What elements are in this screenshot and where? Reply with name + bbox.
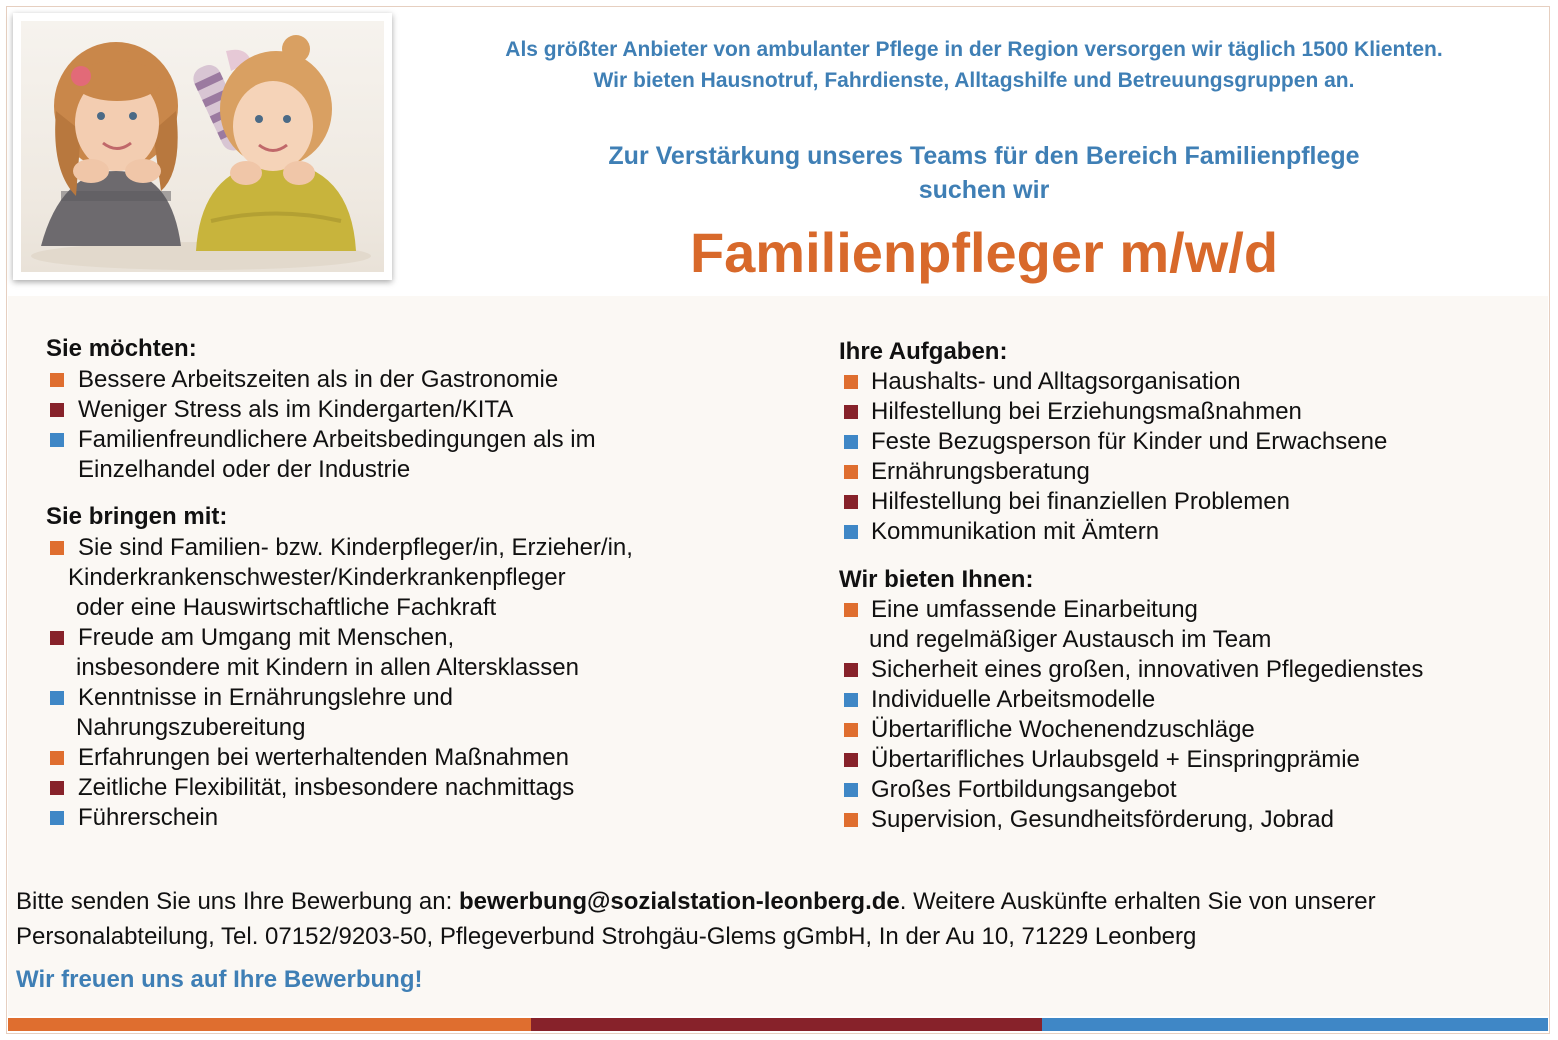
intro-line-1: Als größter Anbieter von ambulanter Pflege in der Region versorgen wir täglich 1500 Klienten. [505, 38, 1443, 61]
list-item-continuation: und regelmäßiger Austausch im Team [869, 626, 1272, 653]
list-item: Führerschein [78, 804, 219, 831]
color-bar-orange [8, 1018, 531, 1031]
list-item: Übertarifliche Wochenendzuschläge [871, 716, 1255, 743]
list-item: Individuelle Arbeitsmodelle [871, 686, 1156, 713]
list-item: Übertarifliches Urlaubsgeld + Einspringprämie [871, 746, 1360, 773]
bullet-blue-icon [50, 433, 64, 447]
bullet-blue-icon [844, 525, 858, 539]
bullet-red-icon [844, 663, 858, 677]
bullet-orange-icon [844, 723, 858, 737]
bullet-red-icon [844, 405, 858, 419]
bullet-blue-icon [50, 811, 64, 825]
headline [400, 139, 1558, 207]
bullet-orange-icon [844, 375, 858, 389]
bullet-red-icon [50, 403, 64, 417]
headline-line-1: Zur Verstärkung unseres Teams für den Bereich Familienpflege [608, 142, 1360, 170]
children-photo [13, 13, 392, 280]
list-item: Haushalts- und Alltagsorganisation [871, 368, 1241, 395]
list-item: Bessere Arbeitszeiten als in der Gastronomie [78, 366, 559, 393]
list-item-continuation: oder eine Hauswirtschaftliche Fachkraft [76, 594, 497, 621]
list-item: Eine umfassende Einarbeitung [871, 596, 1198, 623]
bullet-red-icon [844, 753, 858, 767]
contact-text-details: . Weitere Auskünfte erhalten Sie von unserer Personalabteilung, Tel. 07152/9203-50, Pflegeverbund Strohgäu-Glems gGmbH, In der Au 10, 71229 Leonberg [16, 888, 1376, 950]
color-bar-blue [1042, 1018, 1548, 1031]
bullet-orange-icon [844, 813, 858, 827]
list-item-continuation: Einzelhandel oder der Industrie [78, 456, 411, 483]
list-item: Familienfreundlichere Arbeitsbedingungen als im [78, 426, 596, 453]
children-illustration [21, 21, 384, 272]
list-item: Weniger Stress als im Kindergarten/KITA [78, 396, 514, 423]
bullet-red-icon [50, 631, 64, 645]
list-item: Hilfestellung bei finanziellen Problemen [871, 488, 1290, 515]
intro-line-2: Wir bieten Hausnotruf, Fahrdienste, Alltagshilfe und Betreuungsgruppen an. [593, 69, 1355, 92]
bullet-orange-icon [50, 373, 64, 387]
closing-line: Wir freuen uns auf Ihre Bewerbung! [16, 966, 423, 993]
contact-text [16, 884, 1536, 954]
list-item-continuation: Kinderkrankenschwester/Kinderkrankenpfleger [68, 564, 566, 591]
list-item: Kenntnisse in Ernährungslehre und [78, 684, 453, 711]
bullet-orange-icon [50, 751, 64, 765]
bullet-red-icon [844, 495, 858, 509]
intro-text [400, 34, 1548, 96]
job-title: Familienpfleger m/w/d [689, 221, 1279, 284]
bullet-orange-icon [844, 603, 858, 617]
bullet-blue-icon [844, 435, 858, 449]
list-item: Supervision, Gesundheitsförderung, Jobrad [871, 806, 1334, 833]
list-item: Sicherheit eines großen, innovativen Pflegedienstes [871, 656, 1424, 683]
list-item: Großes Fortbildungsangebot [871, 776, 1177, 803]
list-item: Kommunikation mit Ämtern [871, 518, 1160, 545]
list-item: Hilfestellung bei Erziehungsmaßnahmen [871, 398, 1302, 425]
list-item: Ernährungsberatung [871, 458, 1090, 485]
list-item: Zeitliche Flexibilität, insbesondere nachmittags [78, 774, 575, 801]
bullet-red-icon [50, 781, 64, 795]
list-item: Sie sind Familien- bzw. Kinderpfleger/in, Erzieher/in, [78, 534, 633, 561]
bullet-orange-icon [844, 465, 858, 479]
list-item: Feste Bezugsperson für Kinder und Erwachsene [871, 428, 1388, 455]
application-email-link[interactable]: bewerbung@sozialstation-leonberg.de [458, 888, 900, 915]
section-title-sie-bringen-mit: Sie bringen mit: [46, 503, 228, 530]
section-title-sie-moechten: Sie möchten: [46, 335, 197, 362]
list-item: Erfahrungen bei werterhaltenden Maßnahmen [78, 744, 569, 771]
bullet-orange-icon [50, 541, 64, 555]
section-title-wir-bieten: Wir bieten Ihnen: [839, 566, 1034, 593]
bullet-blue-icon [50, 691, 64, 705]
section-title-ihre-aufgaben: Ihre Aufgaben: [839, 338, 1008, 365]
bullet-blue-icon [844, 693, 858, 707]
bullet-blue-icon [844, 783, 858, 797]
list-item-continuation: insbesondere mit Kindern in allen Altersklassen [76, 654, 579, 681]
list-item-continuation: Nahrungszubereitung [76, 714, 306, 741]
color-bar-red [531, 1018, 1042, 1031]
list-item: Freude am Umgang mit Menschen, [78, 624, 455, 651]
contact-text-intro: Bitte senden Sie uns Ihre Bewerbung an: [16, 888, 459, 915]
headline-line-2: suchen wir [918, 176, 1050, 204]
